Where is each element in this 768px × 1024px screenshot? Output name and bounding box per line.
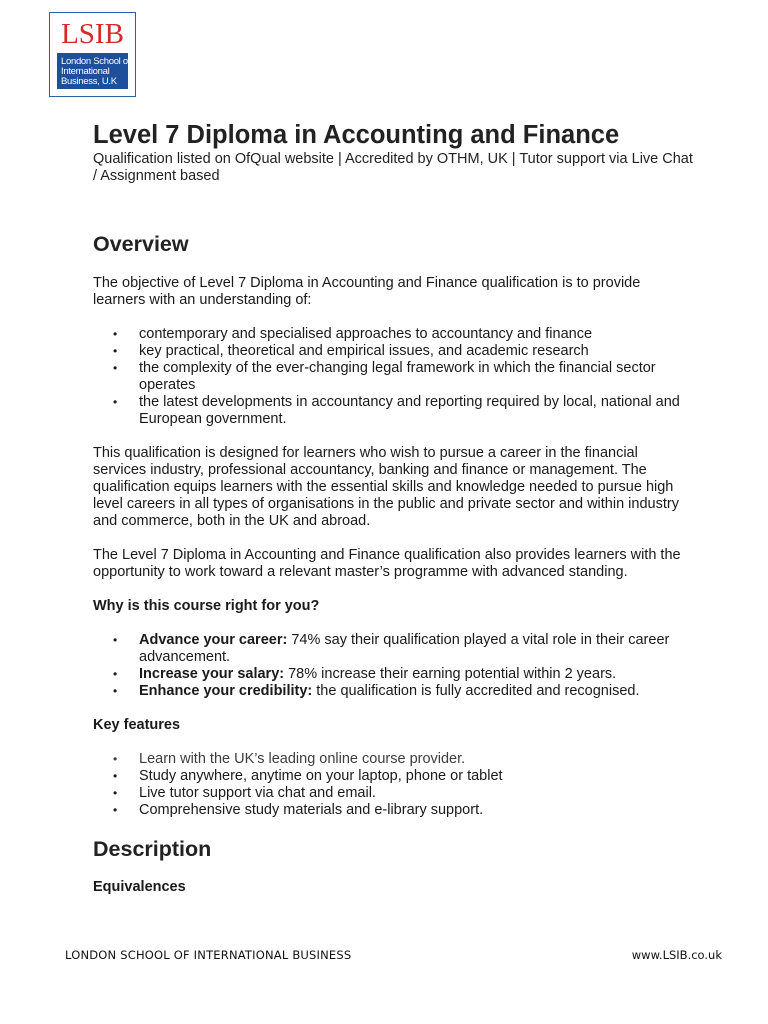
logo-line: International (61, 66, 110, 77)
overview-list (93, 326, 693, 428)
list-item-text: 78% increase their earning potential within 2 years. (284, 666, 617, 682)
equivalences-heading: Equivalences (93, 879, 186, 895)
description-heading: Description (93, 837, 212, 861)
lsib-logo (49, 12, 136, 97)
list-item-text: the qualification is fully accredited and recognised. (312, 683, 640, 699)
logo-line: Business, U.K (61, 76, 117, 87)
list-item: • Study anywhere, anytime on your laptop, phone or tablet (93, 768, 693, 785)
overview-intro: The objective of Level 7 Diploma in Accounting and Finance qualification is to provide learners with an understanding of: (93, 275, 641, 308)
logo-wordmark: LSIB (61, 18, 124, 50)
list-item: • key practical, theoretical and empirical issues, and academic research (93, 343, 693, 360)
list-item-text: 74% say their qualification played a vital role in their career advancement. (139, 632, 670, 665)
features-list (93, 751, 693, 819)
list-item (93, 632, 693, 666)
features-heading: Key features (93, 717, 181, 733)
list-item: • the latest developments in accountancy and reporting required by local, national and European government. (93, 394, 693, 428)
overview-heading: Overview (93, 232, 189, 256)
overview-paragraph-2: This qualification is designed for learners who wish to pursue a career in the financial services industry, professional accountancy, banking and finance or management. The qualification equips learners with the essential skills and knowledge needed to pursue high level careers in all types of organisations in the public and private sector and within industry and commerce, both in the UK and abroad. (93, 445, 679, 529)
list-item-label: Advance your career: (139, 632, 288, 648)
list-item: • Learn with the UK’s leading online course provider. (93, 751, 693, 768)
list-item-label: Increase your salary: (139, 666, 285, 682)
list-item (93, 666, 693, 683)
footer-website-link[interactable]: www.LSIB.co.uk (631, 948, 722, 962)
page-subtitle: Qualification listed on OfQual website | Accredited by OTHM, UK | Tutor support via Live Chat / Assignment based (93, 151, 693, 184)
list-item (93, 683, 693, 700)
list-item: • Live tutor support via chat and email. (93, 785, 693, 802)
list-item: • the complexity of the ever-changing legal framework in which the financial sector operates (93, 360, 693, 394)
logo-name-box (57, 53, 131, 89)
why-heading: Why is this course right for you? (93, 598, 320, 614)
document-body (93, 120, 693, 896)
page-title: Level 7 Diploma in Accounting and Finance (93, 121, 620, 149)
overview-paragraph-3: The Level 7 Diploma in Accounting and Finance qualification also provides learners with the opportunity to work toward a relevant master’s programme with advanced standing. (93, 547, 681, 580)
list-item: • Comprehensive study materials and e-library support. (93, 802, 693, 819)
list-item-label: Enhance your credibility: (139, 683, 313, 699)
logo-line: London School of (61, 56, 131, 67)
list-item: • contemporary and specialised approaches to accountancy and finance (93, 326, 693, 343)
footer-organisation: LONDON SCHOOL OF INTERNATIONAL BUSINESS (65, 948, 352, 962)
why-list (93, 632, 693, 700)
